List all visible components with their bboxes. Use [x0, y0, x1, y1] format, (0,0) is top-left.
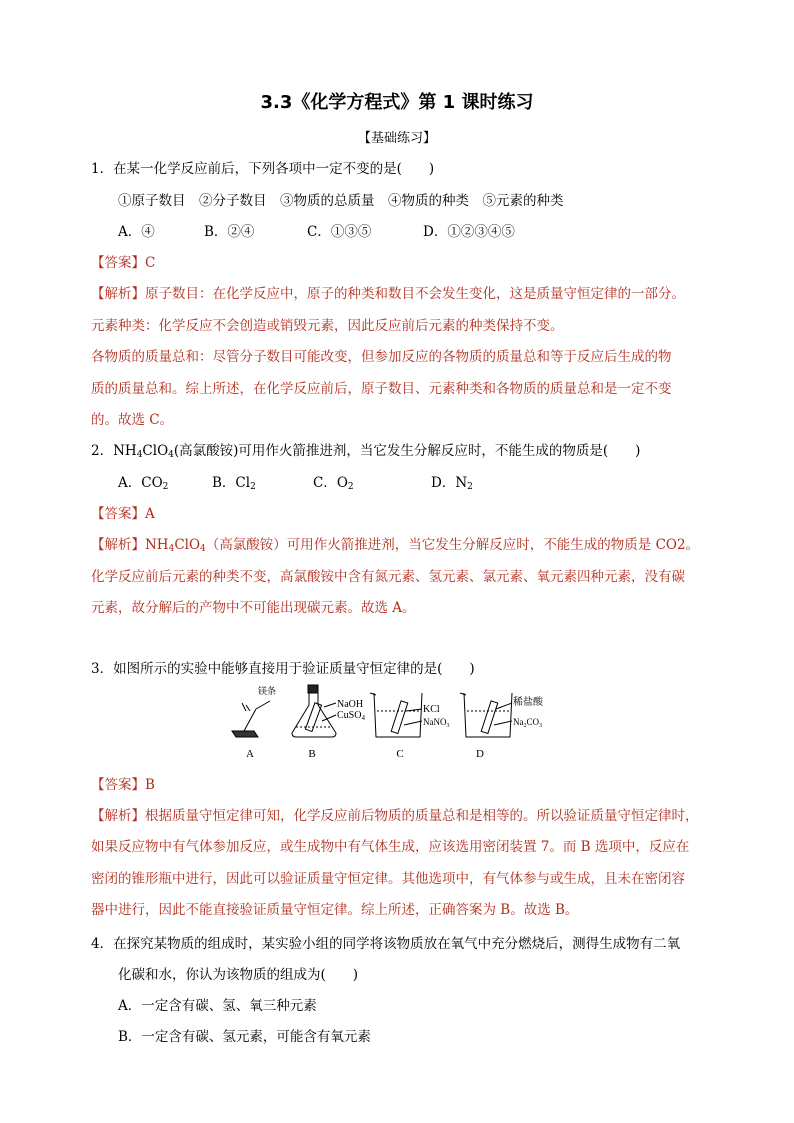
page-title: 3.3《化学方程式》第 1 课时练习	[260, 92, 534, 113]
question-4-stem-cont: 化碳和水，你认为该物质的组成为( )	[118, 967, 359, 983]
q2-explanation-line: 化学反应前后元素的种类不变，高氯酸铵中含有氮元素、氢元素、氯元素、氧元素四种元素，没有碳	[91, 569, 685, 585]
q1-option-c: C．①③⑤	[307, 224, 372, 240]
q1-explanation-line: 元素种类：化学反应不会创造或销毁元素，因此反应前后元素的种类保持不变。	[91, 318, 564, 334]
q4-option-b: B．一定含有碳、氢元素，可能含有氧元素	[118, 1029, 371, 1045]
question-2-stem: 2．$NH_4ClO_4$(高氯酸铵)可用作火箭推进剂，当它发生分解反应时，不能生成的物质是( )	[91, 443, 641, 460]
q1-explanation-line: 各物质的质量总和：尽管分子数目可能改变，但参加反应的各物质的质量总和等于反应后生成的物	[91, 349, 672, 365]
label-cuso4: CuSO$_4$	[337, 710, 365, 722]
q1-option-b: B．②④	[204, 224, 255, 240]
figure-letter-a: A	[246, 748, 254, 760]
label-nano3: NaNO$_3$	[423, 717, 450, 729]
question-4-stem: 4．在探究某物质的组成时，某实验小组的同学将该物质放在氧气中充分燃烧后，测得生成物有二氧	[91, 936, 681, 952]
q3-explanation-line: 器中进行，因此不能直接验证质量守恒定律。综上所述，正确答案为 B。故选 B。	[91, 902, 579, 918]
figure-letter-b: B	[308, 748, 316, 760]
question-1-stem: 1．在某一化学反应前后，下列各项中一定不变的是( )	[91, 161, 435, 177]
q2-option-a: A．$CO_2$	[118, 475, 169, 492]
q3-explanation-line: 密闭的锥形瓶中进行，因此可以验证质量守恒定律。其他选项中，有气体参与或生成，且未在密闭容	[91, 871, 685, 887]
figure-letter-c: C	[396, 748, 404, 760]
question-1-items: ①原子数目 ②分子数目 ③物质的总质量 ④物质的种类 ⑤元素的种类	[118, 193, 564, 209]
q2-explanation-line: 元素，故分解后的产物中不可能出现碳元素。故选 A。	[91, 600, 416, 616]
q2-option-d: D．$N_2$	[431, 475, 473, 492]
q2-explanation-line: 【解析】$NH_4ClO_4$（高氯酸铵）可用作火箭推进剂，当它发生分解反应时，不能生成的物质是 CO2。	[91, 537, 700, 554]
q1-option-d: D．①②③④⑤	[423, 224, 515, 240]
q1-answer: 【答案】C	[91, 255, 156, 271]
label-na2co3: $Na_2CO_3$	[513, 717, 543, 729]
q1-option-a: A．④	[118, 224, 155, 240]
apparatus-c	[370, 693, 450, 737]
q2-option-c: C．$O_2$	[313, 475, 354, 492]
experiment-figure	[224, 681, 564, 763]
q1-explanation-line: 【解析】原子数目：在化学反应中，原子的种类和数目不会发生变化，这是质量守恒定律的一部分。	[91, 286, 685, 302]
apparatus-d	[460, 693, 544, 737]
apparatus-b	[292, 685, 365, 737]
label-magnesium: 镁条	[258, 686, 277, 696]
q3-explanation-line: 如果反应物中有气体参加反应，或生成物中有气体生成，应该选用密闭装置 7。而 B 选项中，反应在	[91, 839, 690, 855]
q1-explanation-line: 质的质量总和。综上所述，在化学反应前后，原子数目、元素种类和各物质的质量总和是一定不变	[91, 381, 672, 397]
label-kcl: KCl	[423, 704, 440, 715]
q2-option-b: B．$Cl_2$	[212, 475, 256, 492]
label-naoh: NaOH	[337, 699, 364, 710]
apparatus-a	[232, 685, 276, 737]
section-heading: 【基础练习】	[357, 131, 436, 146]
q2-answer: 【答案】A	[91, 506, 155, 522]
q3-answer: 【答案】B	[91, 777, 155, 793]
label-dilute-hcl: 稀盐酸	[513, 697, 543, 708]
q4-option-a: A．一定含有碳、氢、氧三种元素	[118, 998, 317, 1014]
question-3-stem: 3．如图所示的实验中能够直接用于验证质量守恒定律的是( )	[91, 661, 475, 677]
figure-letter-d: D	[476, 748, 484, 760]
q1-explanation-line: 的。故选 C。	[91, 412, 174, 428]
q3-explanation-line: 【解析】根据质量守恒定律可知，化学反应前后物质的质量总和是相等的。所以验证质量守恒定律时，	[91, 808, 699, 824]
